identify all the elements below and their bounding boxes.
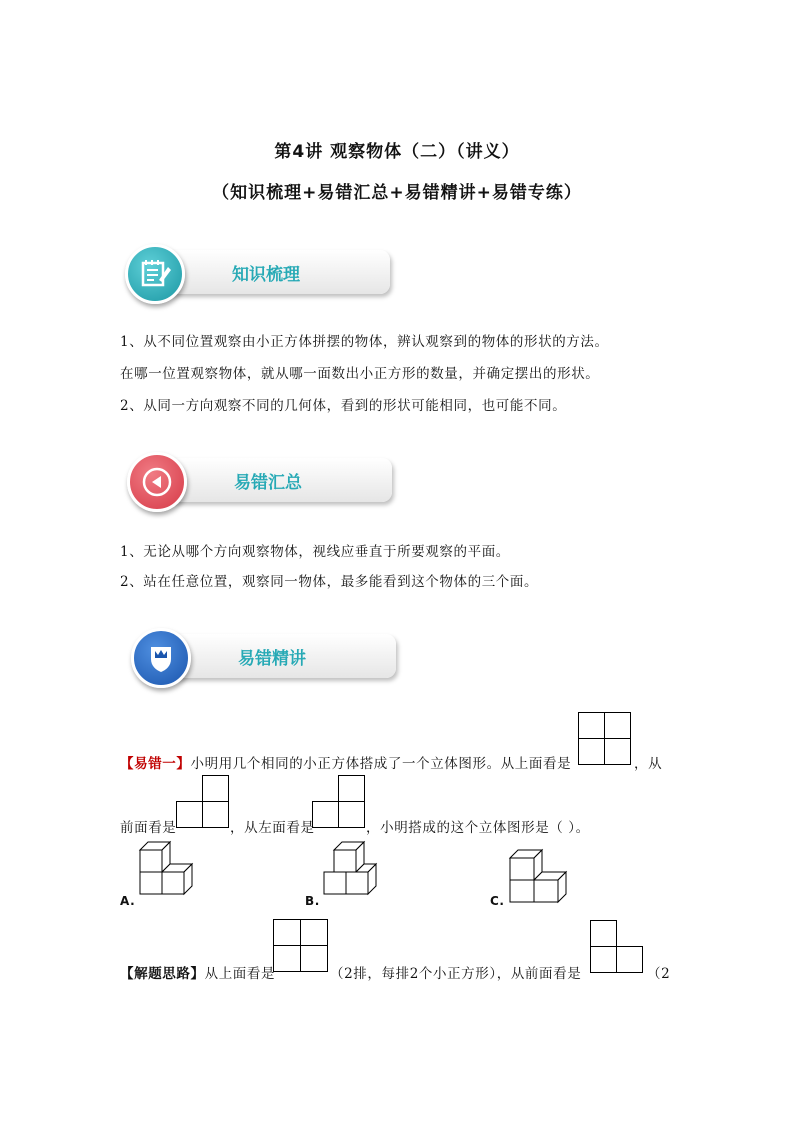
summary-line-1: 1、无论从哪个方向观察物体，视线应垂直于所要观察的平面。 — [120, 544, 510, 560]
solution-text-3: （2 — [647, 966, 671, 982]
top-view-figure — [578, 712, 632, 766]
shield-icon — [131, 628, 191, 688]
solution-text-1: 从上面看是 — [204, 966, 276, 982]
solution-text-2: （2排，每排2个小正方形），从前面看是 — [330, 966, 582, 982]
option-b-figure — [322, 840, 392, 908]
summary-line-2: 2、站在任意位置，观察同一物体，最多能看到这个物体的三个面。 — [120, 574, 539, 590]
option-b-label: B. — [305, 894, 320, 908]
solution-tag: 【解题思路】 — [120, 966, 205, 982]
option-a-label: A. — [120, 894, 136, 908]
summary-banner — [122, 452, 392, 510]
option-a-figure — [138, 840, 202, 908]
question-tag: 【易错一】 — [120, 756, 191, 772]
knowledge-line-3: 2、从同一方向观察不同的几何体，看到的形状可能相同，也可能不同。 — [120, 398, 567, 414]
explain-banner — [126, 628, 396, 686]
knowledge-banner — [120, 244, 390, 302]
explain-label: 易错精讲 — [238, 649, 306, 669]
solution-front-view-figure — [590, 920, 644, 974]
solution-line-1 — [120, 962, 275, 982]
solution-top-view-figure — [273, 919, 329, 973]
left-view-figure — [312, 775, 366, 829]
arrow-circle-icon — [127, 452, 187, 512]
summary-label: 易错汇总 — [234, 473, 302, 493]
knowledge-line-2: 在哪一位置观察物体，就从哪一面数出小正方形的数量，并确定摆出的形状。 — [120, 366, 600, 382]
question-line-1 — [120, 752, 571, 772]
notepad-icon — [125, 244, 185, 304]
knowledge-label: 知识梳理 — [232, 265, 300, 285]
question-text-1: 小明用几个相同的小正方体搭成了一个立体图形。从上面看是 — [190, 756, 572, 772]
option-c-label: C. — [490, 894, 505, 908]
question-text-5: ，小明搭成的这个立体图形是（ ）。 — [366, 820, 590, 836]
front-view-figure — [176, 775, 230, 829]
option-c-figure — [508, 846, 578, 908]
knowledge-line-1: 1、从不同位置观察由小正方体拼摆的物体，辨认观察到的物体的形状的方法。 — [120, 334, 609, 350]
page-subtitle: （知识梳理+易错汇总+易错精讲+易错专练） — [212, 183, 582, 203]
question-text-3: 前面看是 — [120, 820, 177, 836]
page-title: 第4讲 观察物体（二）（讲义） — [274, 142, 520, 162]
question-text-2: ，从 — [634, 756, 663, 772]
question-text-4: ，从左面看是 — [230, 820, 315, 836]
